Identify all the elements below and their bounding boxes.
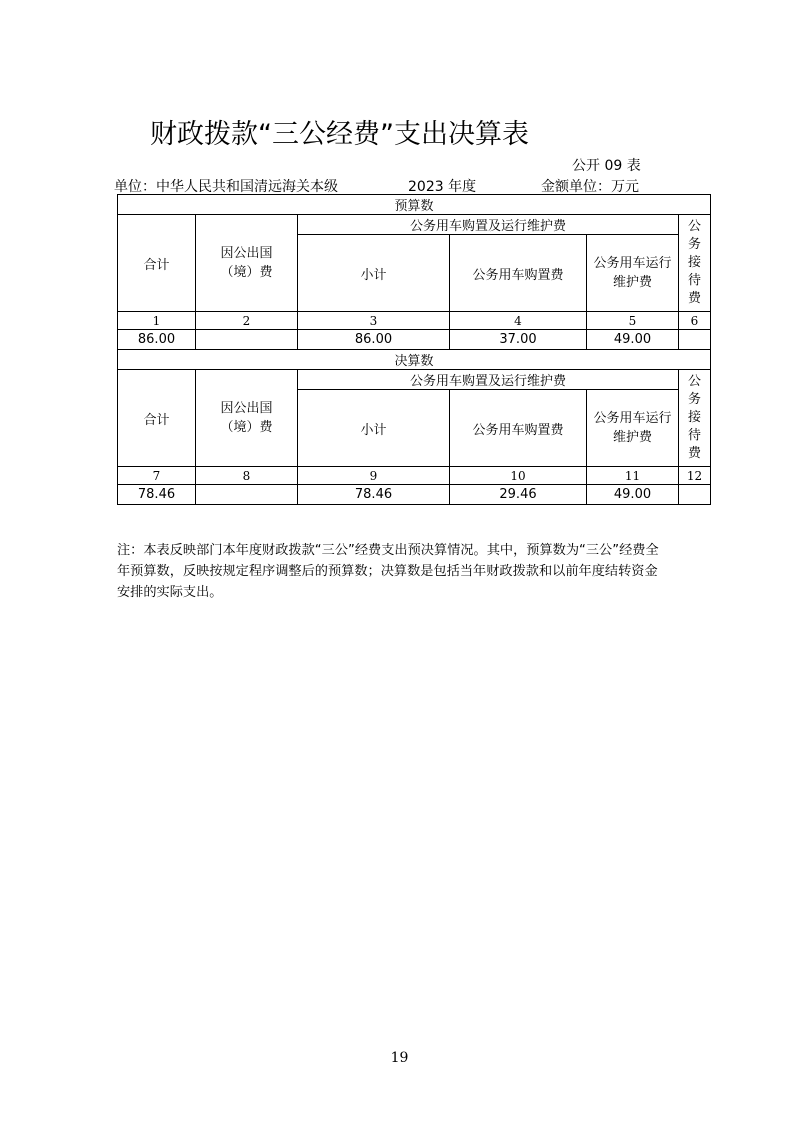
budget-table bbox=[117, 194, 711, 350]
col-header-vehicle-purchase: 公务用车购置费 bbox=[450, 235, 587, 312]
value-cell: 86.00 bbox=[118, 330, 196, 350]
column-number: 7 bbox=[118, 467, 196, 485]
value-cell: 29.46 bbox=[450, 485, 587, 505]
footnote: 注：本表反映部门本年度财政拨款“三公”经费支出预决算情况。其中，预算数为“三公”经费全年预算数，反映按规定程序调整后的预算数；决算数是包括当年财政拨款和以前年度结转资金安排的实际支出。 bbox=[117, 543, 659, 600]
value-cell bbox=[679, 330, 711, 350]
final-table bbox=[117, 349, 711, 505]
col-header-reception: 公务接待费 bbox=[679, 370, 711, 467]
col-header-abroad: 因公出国（境）费 bbox=[196, 215, 298, 312]
col-header-total: 合计 bbox=[118, 215, 196, 312]
col-header-subtotal: 小计 bbox=[298, 390, 450, 467]
col-header-abroad: 因公出国（境）费 bbox=[196, 370, 298, 467]
column-number: 11 bbox=[587, 467, 679, 485]
col-header-vehicle-purchase: 公务用车购置费 bbox=[450, 390, 587, 467]
amount-unit-label: 金额单位：万元 bbox=[541, 179, 639, 195]
column-number: 5 bbox=[587, 312, 679, 330]
form-number: 公开 09 表 bbox=[572, 158, 641, 174]
value-cell bbox=[679, 485, 711, 505]
value-cell: 49.00 bbox=[587, 485, 679, 505]
column-number: 12 bbox=[679, 467, 711, 485]
column-number: 9 bbox=[298, 467, 450, 485]
column-number: 2 bbox=[196, 312, 298, 330]
column-number: 3 bbox=[298, 312, 450, 330]
col-header-vehicle-group: 公务用车购置及运行维护费 bbox=[298, 215, 679, 235]
value-cell bbox=[196, 485, 298, 505]
column-number: 1 bbox=[118, 312, 196, 330]
unit-label: 单位：中华人民共和国清远海关本级 bbox=[114, 179, 338, 195]
value-cell: 86.00 bbox=[298, 330, 450, 350]
column-number: 10 bbox=[450, 467, 587, 485]
budget-section-header: 预算数 bbox=[118, 195, 711, 215]
final-section-header: 决算数 bbox=[118, 350, 711, 370]
column-number: 4 bbox=[450, 312, 587, 330]
value-cell bbox=[196, 330, 298, 350]
col-header-reception: 公务接待费 bbox=[679, 215, 711, 312]
value-cell: 78.46 bbox=[118, 485, 196, 505]
col-header-vehicle-group: 公务用车购置及运行维护费 bbox=[298, 370, 679, 390]
value-cell: 37.00 bbox=[450, 330, 587, 350]
page-title: 财政拨款“三公经费”支出决算表 bbox=[150, 119, 529, 150]
page-number: 19 bbox=[390, 1050, 409, 1066]
col-header-vehicle-operation: 公务用车运行维护费 bbox=[587, 390, 679, 467]
col-header-vehicle-operation: 公务用车运行维护费 bbox=[587, 235, 679, 312]
year-label: 2023 年度 bbox=[408, 179, 477, 195]
value-cell: 49.00 bbox=[587, 330, 679, 350]
column-number: 6 bbox=[679, 312, 711, 330]
value-cell: 78.46 bbox=[298, 485, 450, 505]
col-header-total: 合计 bbox=[118, 370, 196, 467]
col-header-subtotal: 小计 bbox=[298, 235, 450, 312]
column-number: 8 bbox=[196, 467, 298, 485]
